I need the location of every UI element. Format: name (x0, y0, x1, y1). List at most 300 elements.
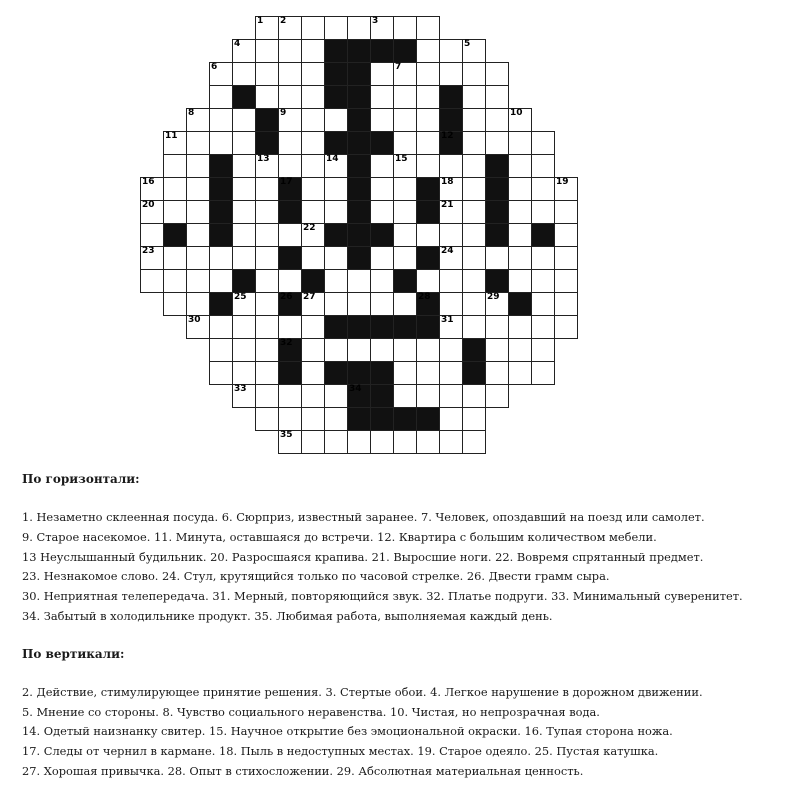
answer-cell[interactable] (255, 407, 279, 431)
answer-cell[interactable] (393, 361, 417, 385)
answer-cell[interactable] (301, 384, 325, 408)
block-cell (370, 361, 394, 385)
block-cell (370, 407, 394, 431)
answer-cell[interactable] (462, 315, 486, 339)
block-cell (462, 361, 486, 385)
clue-number: 27 (303, 292, 316, 302)
answer-cell[interactable] (462, 223, 486, 247)
answer-cell[interactable] (232, 246, 256, 270)
answer-cell[interactable] (416, 223, 440, 247)
block-cell (255, 108, 279, 132)
answer-cell[interactable] (554, 315, 578, 339)
block-cell (209, 177, 233, 201)
answer-cell[interactable] (232, 200, 256, 224)
answer-cell[interactable] (301, 338, 325, 362)
answer-cell[interactable] (255, 85, 279, 109)
answer-cell[interactable] (439, 315, 463, 339)
answer-cell[interactable] (508, 338, 532, 362)
answer-cell[interactable] (531, 131, 555, 155)
answer-cell[interactable] (370, 62, 394, 86)
answer-cell[interactable] (209, 131, 233, 155)
answer-cell[interactable] (347, 338, 371, 362)
answer-cell[interactable] (370, 246, 394, 270)
answer-cell[interactable] (439, 338, 463, 362)
answer-cell[interactable] (370, 430, 394, 454)
answer-cell[interactable] (370, 177, 394, 201)
answer-cell[interactable] (301, 39, 325, 63)
answer-cell[interactable] (508, 177, 532, 201)
answer-cell[interactable] (554, 223, 578, 247)
answer-cell[interactable] (324, 246, 348, 270)
answer-cell[interactable] (301, 177, 325, 201)
answer-cell[interactable] (439, 430, 463, 454)
block-cell (347, 384, 371, 408)
clue-number: 22 (303, 223, 316, 233)
answer-cell[interactable] (255, 292, 279, 316)
answer-cell[interactable] (186, 269, 210, 293)
block-cell (209, 200, 233, 224)
block-cell (324, 62, 348, 86)
block-cell (416, 315, 440, 339)
answer-cell[interactable] (301, 430, 325, 454)
block-cell (163, 223, 187, 247)
answer-cell[interactable] (508, 269, 532, 293)
answer-cell[interactable] (324, 430, 348, 454)
answer-cell[interactable] (462, 85, 486, 109)
down-clue-line: 17. Следы от чернил в кармане. 18. Пыль в недоступных местах. 19. Старое одеяло. 25. Пустая катушка. (22, 744, 659, 759)
answer-cell[interactable] (416, 430, 440, 454)
answer-cell[interactable] (393, 177, 417, 201)
answer-cell[interactable] (301, 16, 325, 40)
answer-cell[interactable] (209, 338, 233, 362)
answer-cell[interactable] (508, 200, 532, 224)
answer-cell[interactable] (485, 315, 509, 339)
answer-cell[interactable] (393, 430, 417, 454)
answer-cell[interactable] (163, 177, 187, 201)
answer-cell[interactable] (324, 338, 348, 362)
answer-cell[interactable] (301, 315, 325, 339)
answer-cell[interactable] (485, 131, 509, 155)
block-cell (324, 39, 348, 63)
answer-cell[interactable] (462, 269, 486, 293)
answer-cell[interactable] (140, 223, 164, 247)
answer-cell[interactable] (163, 200, 187, 224)
answer-cell[interactable] (278, 384, 302, 408)
answer-cell[interactable] (393, 338, 417, 362)
answer-cell[interactable] (393, 292, 417, 316)
block-cell (209, 154, 233, 178)
block-cell (324, 85, 348, 109)
answer-cell[interactable] (255, 315, 279, 339)
across-clue-line: 30. Неприятная телепередача. 31. Мерный, повторяющийся звук. 32. Платье подруги. 33. Минимальный суверенитет. (22, 589, 743, 604)
clue-number: 2 (280, 16, 287, 26)
answer-cell[interactable] (255, 223, 279, 247)
answer-cell[interactable] (416, 361, 440, 385)
answer-cell[interactable] (255, 361, 279, 385)
block-cell (324, 131, 348, 155)
answer-cell[interactable] (209, 85, 233, 109)
block-cell (301, 269, 325, 293)
answer-cell[interactable] (508, 108, 532, 132)
block-cell (347, 131, 371, 155)
clue-number: 7 (395, 62, 402, 72)
block-cell (324, 315, 348, 339)
clue-number: 3 (372, 16, 379, 26)
answer-cell[interactable] (554, 246, 578, 270)
answer-cell[interactable] (255, 154, 279, 178)
answer-cell[interactable] (370, 85, 394, 109)
clues-section (22, 472, 782, 782)
block-cell (278, 338, 302, 362)
answer-cell[interactable] (439, 200, 463, 224)
answer-cell[interactable] (370, 292, 394, 316)
clue-number: 14 (326, 154, 339, 164)
answer-cell[interactable] (232, 39, 256, 63)
answer-cell[interactable] (416, 85, 440, 109)
answer-cell[interactable] (531, 338, 555, 362)
block-cell (508, 292, 532, 316)
answer-cell[interactable] (209, 108, 233, 132)
answer-cell[interactable] (186, 200, 210, 224)
block-cell (370, 315, 394, 339)
answer-cell[interactable] (462, 430, 486, 454)
answer-cell[interactable] (439, 39, 463, 63)
clue-number: 33 (234, 384, 247, 394)
answer-cell[interactable] (485, 384, 509, 408)
clue-number: 10 (510, 108, 523, 118)
answer-cell[interactable] (255, 269, 279, 293)
answer-cell[interactable] (301, 246, 325, 270)
block-cell (485, 200, 509, 224)
answer-cell[interactable] (531, 177, 555, 201)
answer-cell[interactable] (439, 384, 463, 408)
answer-cell[interactable] (255, 338, 279, 362)
block-cell (416, 292, 440, 316)
clue-number: 11 (165, 131, 178, 141)
answer-cell[interactable] (462, 154, 486, 178)
answer-cell[interactable] (186, 315, 210, 339)
clue-number: 6 (211, 62, 218, 72)
answer-cell[interactable] (278, 315, 302, 339)
answer-cell[interactable] (439, 223, 463, 247)
clue-number: 26 (280, 292, 293, 302)
answer-cell[interactable] (278, 269, 302, 293)
answer-cell[interactable] (508, 315, 532, 339)
block-cell (439, 108, 463, 132)
answer-cell[interactable] (462, 384, 486, 408)
answer-cell[interactable] (531, 200, 555, 224)
clue-number: 15 (395, 154, 408, 164)
answer-cell[interactable] (439, 292, 463, 316)
answer-cell[interactable] (347, 16, 371, 40)
clue-number: 25 (234, 292, 247, 302)
block-cell (278, 177, 302, 201)
answer-cell[interactable] (278, 62, 302, 86)
answer-cell[interactable] (232, 361, 256, 385)
answer-cell[interactable] (416, 269, 440, 293)
answer-cell[interactable] (324, 384, 348, 408)
clue-number: 16 (142, 177, 155, 187)
answer-cell[interactable] (232, 154, 256, 178)
answer-cell[interactable] (508, 131, 532, 155)
block-cell (370, 131, 394, 155)
answer-cell[interactable] (485, 292, 509, 316)
answer-cell[interactable] (439, 177, 463, 201)
answer-cell[interactable] (531, 246, 555, 270)
answer-cell[interactable] (554, 269, 578, 293)
answer-cell[interactable] (554, 177, 578, 201)
answer-cell[interactable] (324, 177, 348, 201)
answer-cell[interactable] (163, 154, 187, 178)
answer-cell[interactable] (255, 384, 279, 408)
answer-cell[interactable] (186, 108, 210, 132)
clue-number: 12 (441, 131, 454, 141)
answer-cell[interactable] (209, 246, 233, 270)
clue-number: 30 (188, 315, 201, 325)
answer-cell[interactable] (485, 361, 509, 385)
clue-number: 9 (280, 108, 287, 118)
answer-cell[interactable] (278, 154, 302, 178)
answer-cell[interactable] (140, 177, 164, 201)
block-cell (347, 361, 371, 385)
block-cell (347, 39, 371, 63)
down-clue-line: 2. Действие, стимулирующее принятие решения. 3. Стертые обои. 4. Легкое нарушение в дорожном движении. (22, 684, 703, 699)
answer-cell[interactable] (255, 177, 279, 201)
answer-cell[interactable] (462, 177, 486, 201)
answer-cell[interactable] (186, 154, 210, 178)
answer-cell[interactable] (462, 292, 486, 316)
answer-cell[interactable] (232, 108, 256, 132)
block-cell (278, 246, 302, 270)
across-clue-line: 9. Старое насекомое. 11. Минута, оставшаяся до встречи. 12. Квартира с большим количеством мебели. (22, 529, 657, 544)
answer-cell[interactable] (439, 407, 463, 431)
answer-cell[interactable] (416, 62, 440, 86)
answer-cell[interactable] (255, 39, 279, 63)
answer-cell[interactable] (508, 223, 532, 247)
answer-cell[interactable] (278, 430, 302, 454)
answer-cell[interactable] (485, 246, 509, 270)
across-clue-line: 34. Забытый в холодильнике продукт. 35. Любимая работа, выполняемая каждый день. (22, 608, 553, 623)
answer-cell[interactable] (186, 223, 210, 247)
block-cell (347, 407, 371, 431)
answer-cell[interactable] (485, 338, 509, 362)
answer-cell[interactable] (347, 430, 371, 454)
block-cell (531, 223, 555, 247)
answer-cell[interactable] (462, 62, 486, 86)
answer-cell[interactable] (485, 62, 509, 86)
answer-cell[interactable] (416, 384, 440, 408)
answer-cell[interactable] (324, 16, 348, 40)
answer-cell[interactable] (416, 131, 440, 155)
answer-cell[interactable] (416, 338, 440, 362)
answer-cell[interactable] (232, 131, 256, 155)
answer-cell[interactable] (232, 223, 256, 247)
answer-cell[interactable] (370, 154, 394, 178)
answer-cell[interactable] (301, 154, 325, 178)
answer-cell[interactable] (324, 269, 348, 293)
clue-number: 31 (441, 315, 454, 325)
answer-cell[interactable] (301, 108, 325, 132)
down-heading: По вертикали: (22, 646, 125, 661)
answer-cell[interactable] (324, 200, 348, 224)
clue-number: 28 (418, 292, 431, 302)
answer-cell[interactable] (393, 384, 417, 408)
block-cell (462, 338, 486, 362)
answer-cell[interactable] (232, 315, 256, 339)
across-heading: По горизонтали: (22, 472, 140, 486)
answer-cell[interactable] (485, 108, 509, 132)
answer-cell[interactable] (301, 62, 325, 86)
answer-cell[interactable] (347, 269, 371, 293)
answer-cell[interactable] (393, 200, 417, 224)
block-cell (416, 177, 440, 201)
block-cell (485, 154, 509, 178)
answer-cell[interactable] (370, 16, 394, 40)
answer-cell[interactable] (140, 246, 164, 270)
block-cell (209, 223, 233, 247)
answer-cell[interactable] (140, 269, 164, 293)
answer-cell[interactable] (232, 338, 256, 362)
block-cell (347, 177, 371, 201)
answer-cell[interactable] (186, 292, 210, 316)
down-clue-line: 5. Мнение со стороны. 8. Чувство социального неравенства. 10. Чистая, но непрозрачная вода. (22, 704, 600, 719)
block-cell (347, 108, 371, 132)
answer-cell[interactable] (370, 200, 394, 224)
answer-cell[interactable] (209, 269, 233, 293)
answer-cell[interactable] (462, 131, 486, 155)
block-cell (232, 269, 256, 293)
answer-cell[interactable] (393, 154, 417, 178)
answer-cell[interactable] (255, 62, 279, 86)
answer-cell[interactable] (393, 62, 417, 86)
answer-cell[interactable] (163, 292, 187, 316)
answer-cell[interactable] (462, 246, 486, 270)
answer-cell[interactable] (370, 269, 394, 293)
answer-cell[interactable] (393, 108, 417, 132)
answer-cell[interactable] (301, 223, 325, 247)
answer-cell[interactable] (255, 200, 279, 224)
answer-cell[interactable] (531, 361, 555, 385)
answer-cell[interactable] (370, 338, 394, 362)
answer-cell[interactable] (278, 85, 302, 109)
answer-cell[interactable] (324, 292, 348, 316)
answer-cell[interactable] (554, 200, 578, 224)
answer-cell[interactable] (393, 246, 417, 270)
down-clue-line: 27. Хорошая привычка. 28. Опыт в стихосложении. 29. Абсолютная материальная ценность. (22, 763, 584, 778)
answer-cell[interactable] (301, 407, 325, 431)
answer-cell[interactable] (347, 292, 371, 316)
answer-cell[interactable] (186, 131, 210, 155)
answer-cell[interactable] (393, 131, 417, 155)
block-cell (485, 269, 509, 293)
block-cell (347, 85, 371, 109)
answer-cell[interactable] (324, 154, 348, 178)
answer-cell[interactable] (278, 407, 302, 431)
answer-cell[interactable] (554, 292, 578, 316)
answer-cell[interactable] (462, 39, 486, 63)
answer-cell[interactable] (531, 292, 555, 316)
answer-cell[interactable] (255, 246, 279, 270)
answer-cell[interactable] (209, 361, 233, 385)
answer-cell[interactable] (393, 85, 417, 109)
answer-cell[interactable] (140, 200, 164, 224)
answer-cell[interactable] (485, 85, 509, 109)
answer-cell[interactable] (301, 361, 325, 385)
answer-cell[interactable] (439, 361, 463, 385)
answer-cell[interactable] (393, 223, 417, 247)
answer-cell[interactable] (439, 62, 463, 86)
answer-cell[interactable] (232, 177, 256, 201)
answer-cell[interactable] (232, 292, 256, 316)
answer-cell[interactable] (531, 154, 555, 178)
answer-cell[interactable] (393, 16, 417, 40)
clue-number: 1 (257, 16, 264, 26)
answer-cell[interactable] (301, 292, 325, 316)
block-cell (393, 39, 417, 63)
clue-number: 18 (441, 177, 454, 187)
answer-cell[interactable] (301, 200, 325, 224)
answer-cell[interactable] (278, 16, 302, 40)
clue-number: 21 (441, 200, 454, 210)
answer-cell[interactable] (255, 16, 279, 40)
answer-cell[interactable] (462, 407, 486, 431)
block-cell (393, 269, 417, 293)
answer-cell[interactable] (163, 246, 187, 270)
answer-cell[interactable] (439, 246, 463, 270)
answer-cell[interactable] (439, 154, 463, 178)
answer-cell[interactable] (278, 223, 302, 247)
answer-cell[interactable] (531, 269, 555, 293)
down-clue-line: 14. Одетый наизнанку свитер. 15. Научное открытие без эмоциональной окраски. 16. Тупая сторона ножа. (22, 724, 673, 739)
answer-cell[interactable] (531, 315, 555, 339)
answer-cell[interactable] (416, 39, 440, 63)
answer-cell[interactable] (232, 62, 256, 86)
answer-cell[interactable] (324, 407, 348, 431)
answer-cell[interactable] (186, 246, 210, 270)
answer-cell[interactable] (278, 39, 302, 63)
answer-cell[interactable] (301, 131, 325, 155)
answer-cell[interactable] (462, 200, 486, 224)
answer-cell[interactable] (232, 384, 256, 408)
answer-cell[interactable] (439, 269, 463, 293)
block-cell (416, 200, 440, 224)
answer-cell[interactable] (163, 269, 187, 293)
answer-cell[interactable] (416, 108, 440, 132)
answer-cell[interactable] (416, 154, 440, 178)
answer-cell[interactable] (416, 16, 440, 40)
answer-cell[interactable] (278, 108, 302, 132)
block-cell (324, 223, 348, 247)
answer-cell[interactable] (209, 315, 233, 339)
block-cell (416, 246, 440, 270)
answer-cell[interactable] (278, 131, 302, 155)
answer-cell[interactable] (324, 108, 348, 132)
answer-cell[interactable] (209, 62, 233, 86)
across-clue-line: 23. Незнакомое слово. 24. Стул, крутящийся только по часовой стрелке. 26. Двести грамм сыра. (22, 569, 610, 584)
answer-cell[interactable] (163, 131, 187, 155)
answer-cell[interactable] (508, 154, 532, 178)
block-cell (370, 384, 394, 408)
answer-cell[interactable] (301, 85, 325, 109)
clue-number: 19 (556, 177, 569, 187)
answer-cell[interactable] (186, 177, 210, 201)
answer-cell[interactable] (508, 361, 532, 385)
block-cell (370, 39, 394, 63)
answer-cell[interactable] (462, 108, 486, 132)
block-cell (393, 407, 417, 431)
answer-cell[interactable] (370, 108, 394, 132)
answer-cell[interactable] (508, 246, 532, 270)
